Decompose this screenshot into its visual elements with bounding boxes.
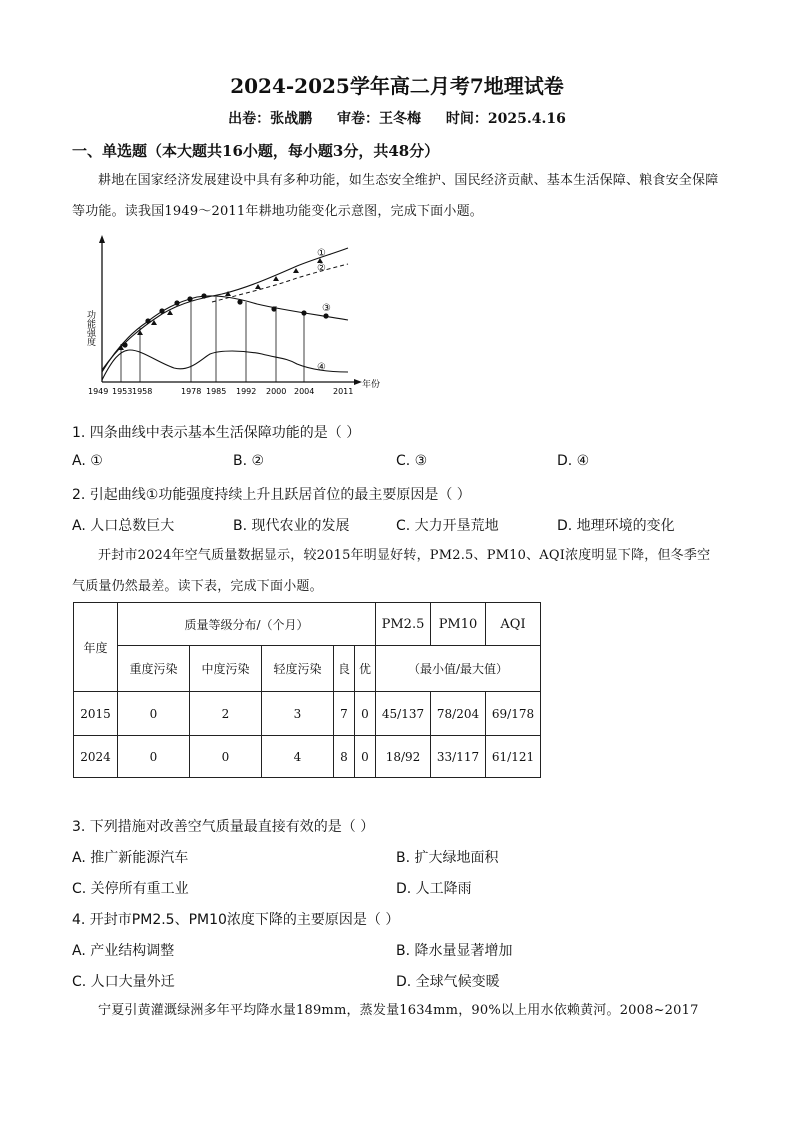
header-distribution: 质量等级分布/（个月） (118, 603, 376, 646)
header-minmax: （最小值/最大值） (376, 646, 541, 692)
table-row (74, 736, 541, 778)
curve-4 (102, 350, 348, 380)
table-cell: 4 (262, 736, 334, 778)
table-cell: 0 (190, 736, 262, 778)
tick-1953: 1953 (112, 387, 133, 396)
tick-2004: 2004 (294, 387, 315, 396)
tick-2000: 2000 (266, 387, 287, 396)
question-1: 1. 四条曲线中表示基本生活保障功能的是（ ） (72, 425, 361, 441)
y-axis-arrow (99, 235, 105, 243)
curve-3-label: ③ (322, 303, 331, 314)
table-cell: 0 (118, 692, 190, 736)
table-cell: 18/92 (376, 736, 431, 778)
q4-option-b[interactable]: B. 降水量显著增加 (396, 943, 513, 959)
table-cell: 69/178 (486, 692, 541, 736)
passage-air-quality: 开封市2024年空气质量数据显示，较2015年明显好转，PM2.5、PM10、AQI浓度明显下降，但冬季空气质量仍然最差。读下表，完成下面小题。 (72, 548, 711, 594)
x-axis-arrow (354, 379, 362, 385)
header-year: 年度 (74, 603, 118, 692)
table-cell: 45/137 (376, 692, 431, 736)
year-guides (121, 297, 304, 382)
year-ticks (88, 387, 353, 396)
q2-option-a[interactable]: A. 人口总数巨大 (72, 518, 175, 534)
question-3: 3. 下列措施对改善空气质量最直接有效的是（ ） (72, 819, 375, 835)
time-label: 时间：2025.4.16 (445, 111, 566, 127)
table-cell: 33/117 (431, 736, 486, 778)
q1-option-c[interactable]: C. ③ (396, 453, 428, 469)
curve-4-label: ④ (317, 362, 326, 373)
reviewer-label: 审卷：王冬梅 (337, 111, 422, 127)
curve-1-markers (118, 258, 323, 350)
y-axis-label: 功能强度 (85, 310, 95, 346)
section-heading: 一、单选题（本大题共16小题，每小题3分，共48分） (72, 142, 440, 160)
tick-2011: 2011 (333, 387, 354, 396)
q3-option-d[interactable]: D. 人工降雨 (396, 881, 472, 897)
air-quality-table (73, 602, 541, 778)
author-label: 出卷：张战鹏 (228, 111, 313, 127)
q3-option-c[interactable]: C. 关停所有重工业 (72, 881, 189, 897)
q1-option-a[interactable]: A. ① (72, 453, 103, 469)
tick-1978: 1978 (181, 387, 202, 396)
x-axis-label: 年份 (362, 380, 381, 390)
q1-option-d[interactable]: D. ④ (557, 453, 590, 469)
row-year: 2015 (74, 692, 118, 736)
table-cell: 8 (334, 736, 355, 778)
level-heavy: 重度污染 (118, 646, 190, 692)
exam-meta (0, 108, 794, 128)
q3-option-a[interactable]: A. 推广新能源汽车 (72, 850, 189, 866)
table-cell: 0 (355, 736, 376, 778)
table-row (74, 692, 541, 736)
question-4: 4. 开封市PM2.5、PM10浓度下降的主要原因是（ ） (72, 912, 400, 928)
q2-option-b[interactable]: B. 现代农业的发展 (233, 518, 350, 534)
q2-option-d[interactable]: D. 地理环境的变化 (557, 518, 675, 534)
q2-option-c[interactable]: C. 大力开垦荒地 (396, 518, 499, 534)
table-cell: 0 (118, 736, 190, 778)
tick-1985: 1985 (206, 387, 227, 396)
table-cell: 61/121 (486, 736, 541, 778)
row-year: 2024 (74, 736, 118, 778)
curve-1-label: ① (317, 248, 326, 259)
table-cell: 3 (262, 692, 334, 736)
table-cell: 2 (190, 692, 262, 736)
level-good: 良 (334, 646, 355, 692)
q1-option-b[interactable]: B. ② (233, 453, 265, 469)
header-aqi: AQI (486, 603, 541, 646)
header-pm25: PM2.5 (376, 603, 431, 646)
curve-2-label: ② (317, 263, 326, 274)
q3-option-b[interactable]: B. 扩大绿地面积 (396, 850, 499, 866)
table-cell: 78/204 (431, 692, 486, 736)
level-excellent: 优 (355, 646, 376, 692)
question-2: 2. 引起曲线①功能强度持续上升且跃居首位的最主要原因是（ ） (72, 487, 471, 503)
farmland-function-chart (82, 232, 392, 400)
curve-labels (317, 248, 331, 373)
q4-option-a[interactable]: A. 产业结构调整 (72, 943, 175, 959)
tick-1958: 1958 (132, 387, 153, 396)
header-pm10: PM10 (431, 603, 486, 646)
level-moderate: 中度污染 (190, 646, 262, 692)
q4-option-d[interactable]: D. 全球气候变暖 (396, 974, 500, 990)
level-light: 轻度污染 (262, 646, 334, 692)
tick-1992: 1992 (236, 387, 257, 396)
passage-farmland: 耕地在国家经济发展建设中具有多种功能，如生态安全维护、国民经济贡献、基本生活保障、粮食安全保障等功能。读我国1949～2011年耕地功能变化示意图，完成下面小题。 (72, 173, 719, 219)
tick-1949: 1949 (88, 387, 109, 396)
page-title: 2024-2025学年高二月考7地理试卷 (230, 74, 564, 98)
curve-2 (212, 264, 348, 302)
passage-ningxia: 宁夏引黄灌溉绿洲多年平均降水量189mm，蒸发量1634mm，90%以上用水依赖黄河。2008~2017 (98, 1003, 699, 1018)
table-cell: 0 (355, 692, 376, 736)
table-cell: 7 (334, 692, 355, 736)
curve-3-markers (122, 293, 328, 347)
q4-option-c[interactable]: C. 人口大量外迁 (72, 974, 175, 990)
